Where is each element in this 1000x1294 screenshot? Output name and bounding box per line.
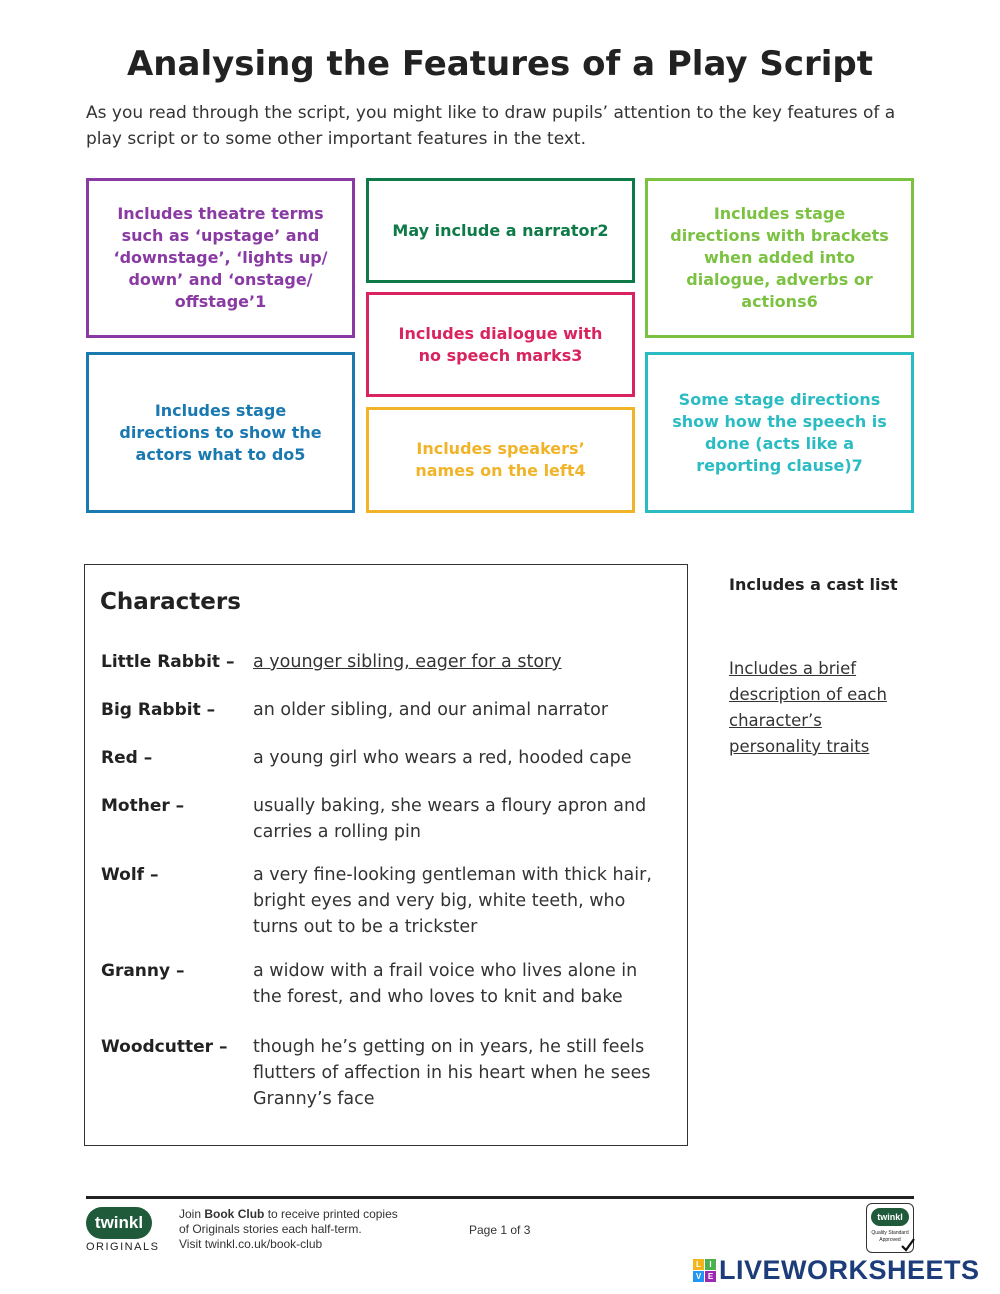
liveworksheets-label: LIVEWORKSHEETS	[719, 1254, 980, 1285]
intro-text: As you read through the script, you might like to draw pupils’ attention to the key features of a play script or to some other important features in the text.	[86, 103, 896, 149]
feature-box-reporting-clause	[645, 352, 914, 513]
feature-text: Includes stage directions to show the actors what to do5	[119, 400, 322, 464]
note-cast-list: Includes a cast list	[729, 575, 898, 594]
liveworksheets-watermark	[693, 1254, 980, 1286]
feature-box-stage-directions-brackets	[645, 178, 914, 338]
feature-box-stage-directions-actors	[86, 352, 355, 513]
cast-desc: an older sibling, and our animal narrator	[253, 700, 609, 720]
feature-text: Includes speakers’ names on the left4	[415, 439, 586, 480]
feature-box-theatre-terms	[86, 178, 355, 338]
characters-heading: Characters	[100, 589, 241, 615]
characters-panel	[84, 564, 688, 1146]
cast-name: Little Rabbit –	[101, 652, 235, 672]
originals-label: ORIGINALS	[86, 1241, 160, 1253]
cast-name: Granny –	[101, 961, 185, 981]
page-title: Analysing the Features of a Play Script	[126, 44, 873, 84]
cast-name: Red –	[101, 748, 153, 768]
cast-desc: a young girl who wears a red, hooded cape	[253, 748, 632, 768]
cast-desc: usually baking, she wears a floury apron and carries a rolling pin	[253, 796, 647, 842]
cast-name: Big Rabbit –	[101, 700, 216, 720]
feature-text: Includes stage directions with brackets when added into dialogue, adverbs or actions6	[670, 204, 889, 311]
feature-text: Includes theatre terms such as ‘upstage’ and ‘downstage’, ‘lights up/ down’ and ‘onstage/ offstage’1	[113, 204, 328, 311]
twinkl-logo-icon: twinkl	[86, 1207, 152, 1239]
quality-standard-badge-icon: twinkl Quality Standard Approved	[866, 1203, 916, 1255]
page-number: Page 1 of 3	[469, 1223, 531, 1237]
feature-box-speakers-names	[366, 407, 635, 513]
feature-box-narrator	[366, 178, 635, 283]
liveworksheets-logo-icon: L I V E	[693, 1259, 716, 1282]
feature-box-dialogue	[366, 292, 635, 397]
feature-text: May include a narrator2	[392, 220, 609, 240]
cast-desc: though he’s getting on in years, he still feels flutters of affection in his heart when he sees Granny’s face	[253, 1037, 651, 1109]
footer-divider	[86, 1196, 914, 1199]
feature-text: Includes dialogue with no speech marks3	[398, 323, 603, 365]
book-club-link: Visit twinkl.co.uk/book-club	[179, 1237, 323, 1251]
note-character-description: Includes a brief description of each character’s personality traits	[729, 659, 887, 756]
cast-name: Wolf –	[101, 865, 159, 885]
cast-desc: a younger sibling, eager for a story	[253, 652, 562, 672]
book-club-name: Book Club	[204, 1207, 265, 1221]
twinkl-originals-logo	[86, 1207, 160, 1257]
cast-name: Woodcutter –	[101, 1037, 228, 1057]
cast-desc: a very fine-looking gentleman with thick hair, bright eyes and very big, white teeth, who turns out to be a trickster	[253, 865, 652, 937]
cast-name: Mother –	[101, 796, 185, 816]
book-club-info: Join Book Club to receive printed copies of Originals stories each half-term. Visit twinkl.co.uk/book-club	[179, 1207, 398, 1251]
cast-desc: a widow with a frail voice who lives alone in the forest, and who loves to knit and bake	[253, 961, 638, 1007]
feature-text: Some stage directions show how the speech is done (acts like a reporting clause)7	[672, 389, 887, 475]
